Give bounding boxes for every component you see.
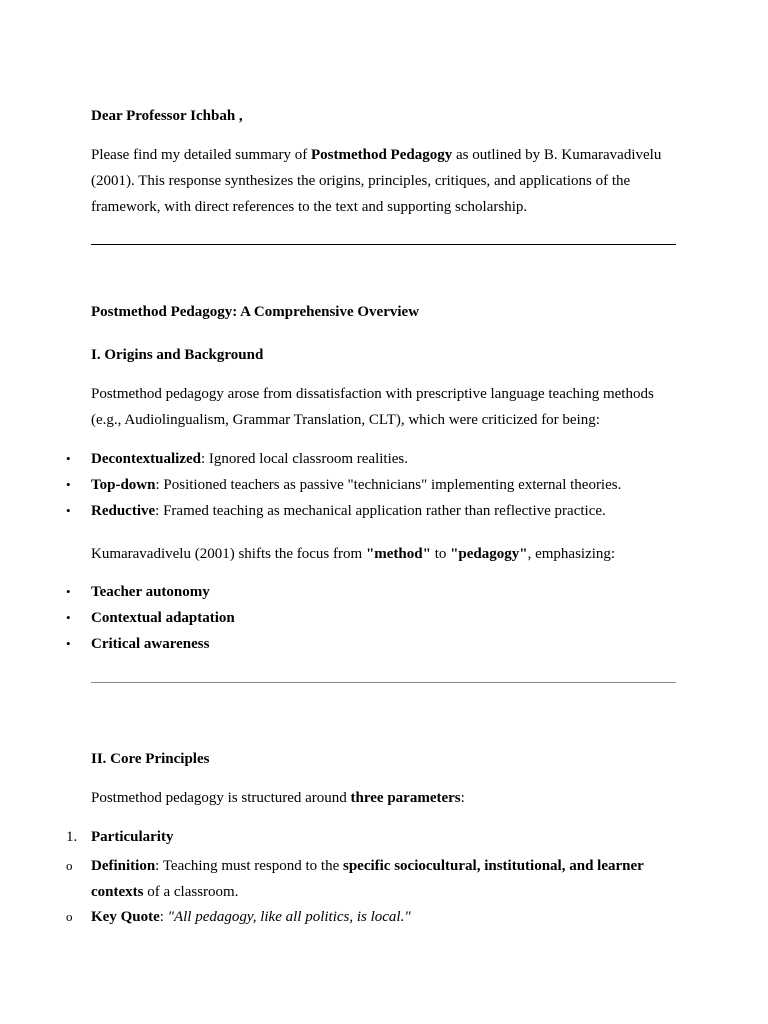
intro-bold: Postmethod Pedagogy [310,147,453,163]
emphasis-item: Teacher autonomy [91,584,210,600]
bullet-icon: • [66,610,71,625]
intro-text-2: as outlined by B. Kumaravadivelu (2001). This response synthesizes the origins, principles, critiques, and applications of the framework, with direct references to the text and supporting scholarship. [91,147,662,215]
shift-method: "method" [365,546,431,562]
quote-text: "All pedagogy, like all politics, is local." [167,909,411,925]
list-item [91,472,681,498]
list-item [91,631,681,657]
list-item [91,498,681,524]
shift-paragraph [91,541,681,567]
circle-bullet-icon: o [66,858,73,873]
section2-intro-bold: three parameters [350,790,461,806]
shift-text-1: Kumaravadivelu (2001) shifts the focus from [91,546,366,562]
section1-paragraph-text: Postmethod pedagogy arose from dissatisfaction with prescriptive language teaching methods (e.g., Audiolingualism, Grammar Translation, CLT), which were criticized for being: [91,386,654,428]
list-item-term: Reductive [91,503,156,519]
section1-heading [91,342,681,368]
definition-text-2: of a classroom. [143,884,239,900]
list-item-text: : Positioned teachers as passive "technicians" implementing external theories. [155,477,622,493]
circle-bullet-icon: o [66,909,73,924]
definition-bold: specific sociocultural, institutional, and learner contexts [91,858,644,900]
emphasis-item: Contextual adaptation [91,610,235,626]
greeting [91,103,681,129]
list-item-term: Top-down [91,477,156,493]
section2-intro-text-1: Postmethod pedagogy is structured around [91,790,351,806]
document-title [91,299,681,325]
shift-to: to [430,546,451,562]
bullet-icon: • [66,584,71,599]
section2-intro-text-2: : [460,790,465,806]
horizontal-rule [91,244,676,245]
list-item [91,579,681,605]
document-title-text: Postmethod Pedagogy: A Comprehensive Overview [91,304,420,320]
section1-heading-text: I. Origins and Background [91,347,264,363]
list-item [91,605,681,631]
bullet-icon: • [66,636,71,651]
emphasis-item: Critical awareness [91,636,210,652]
section2-intro [91,785,681,811]
list-item-text: : Framed teaching as mechanical application rather than reflective practice. [155,503,606,519]
bullet-icon: • [66,451,71,466]
list-number: 1. [66,829,78,845]
shift-pedagogy: "pedagogy" [450,546,528,562]
definition-text-1: : Teaching must respond to the [155,858,343,874]
definition-label: Definition [91,858,156,874]
numbered-item-title-text: Particularity [91,829,174,845]
definition-item [91,853,681,905]
intro-text-1: Please find my detailed summary of [91,147,311,163]
quote-item [91,904,681,930]
quote-label: Key Quote [91,909,160,925]
list-item-text: : Ignored local classroom realities. [200,451,408,467]
section1-paragraph [91,381,681,433]
section2-heading [91,746,681,772]
greeting-text: Dear Professor Ichbah , [91,108,243,124]
shift-text-2: , emphasizing: [527,546,616,562]
bullet-icon: • [66,503,71,518]
section2-heading-text: II. Core Principles [91,751,210,767]
bullet-icon: • [66,477,71,492]
horizontal-rule [91,682,676,683]
intro-paragraph [91,142,681,220]
quote-separator: : [159,909,168,925]
list-item [91,446,681,472]
numbered-item-title [91,824,681,850]
list-item-term: Decontextualized [91,451,201,467]
